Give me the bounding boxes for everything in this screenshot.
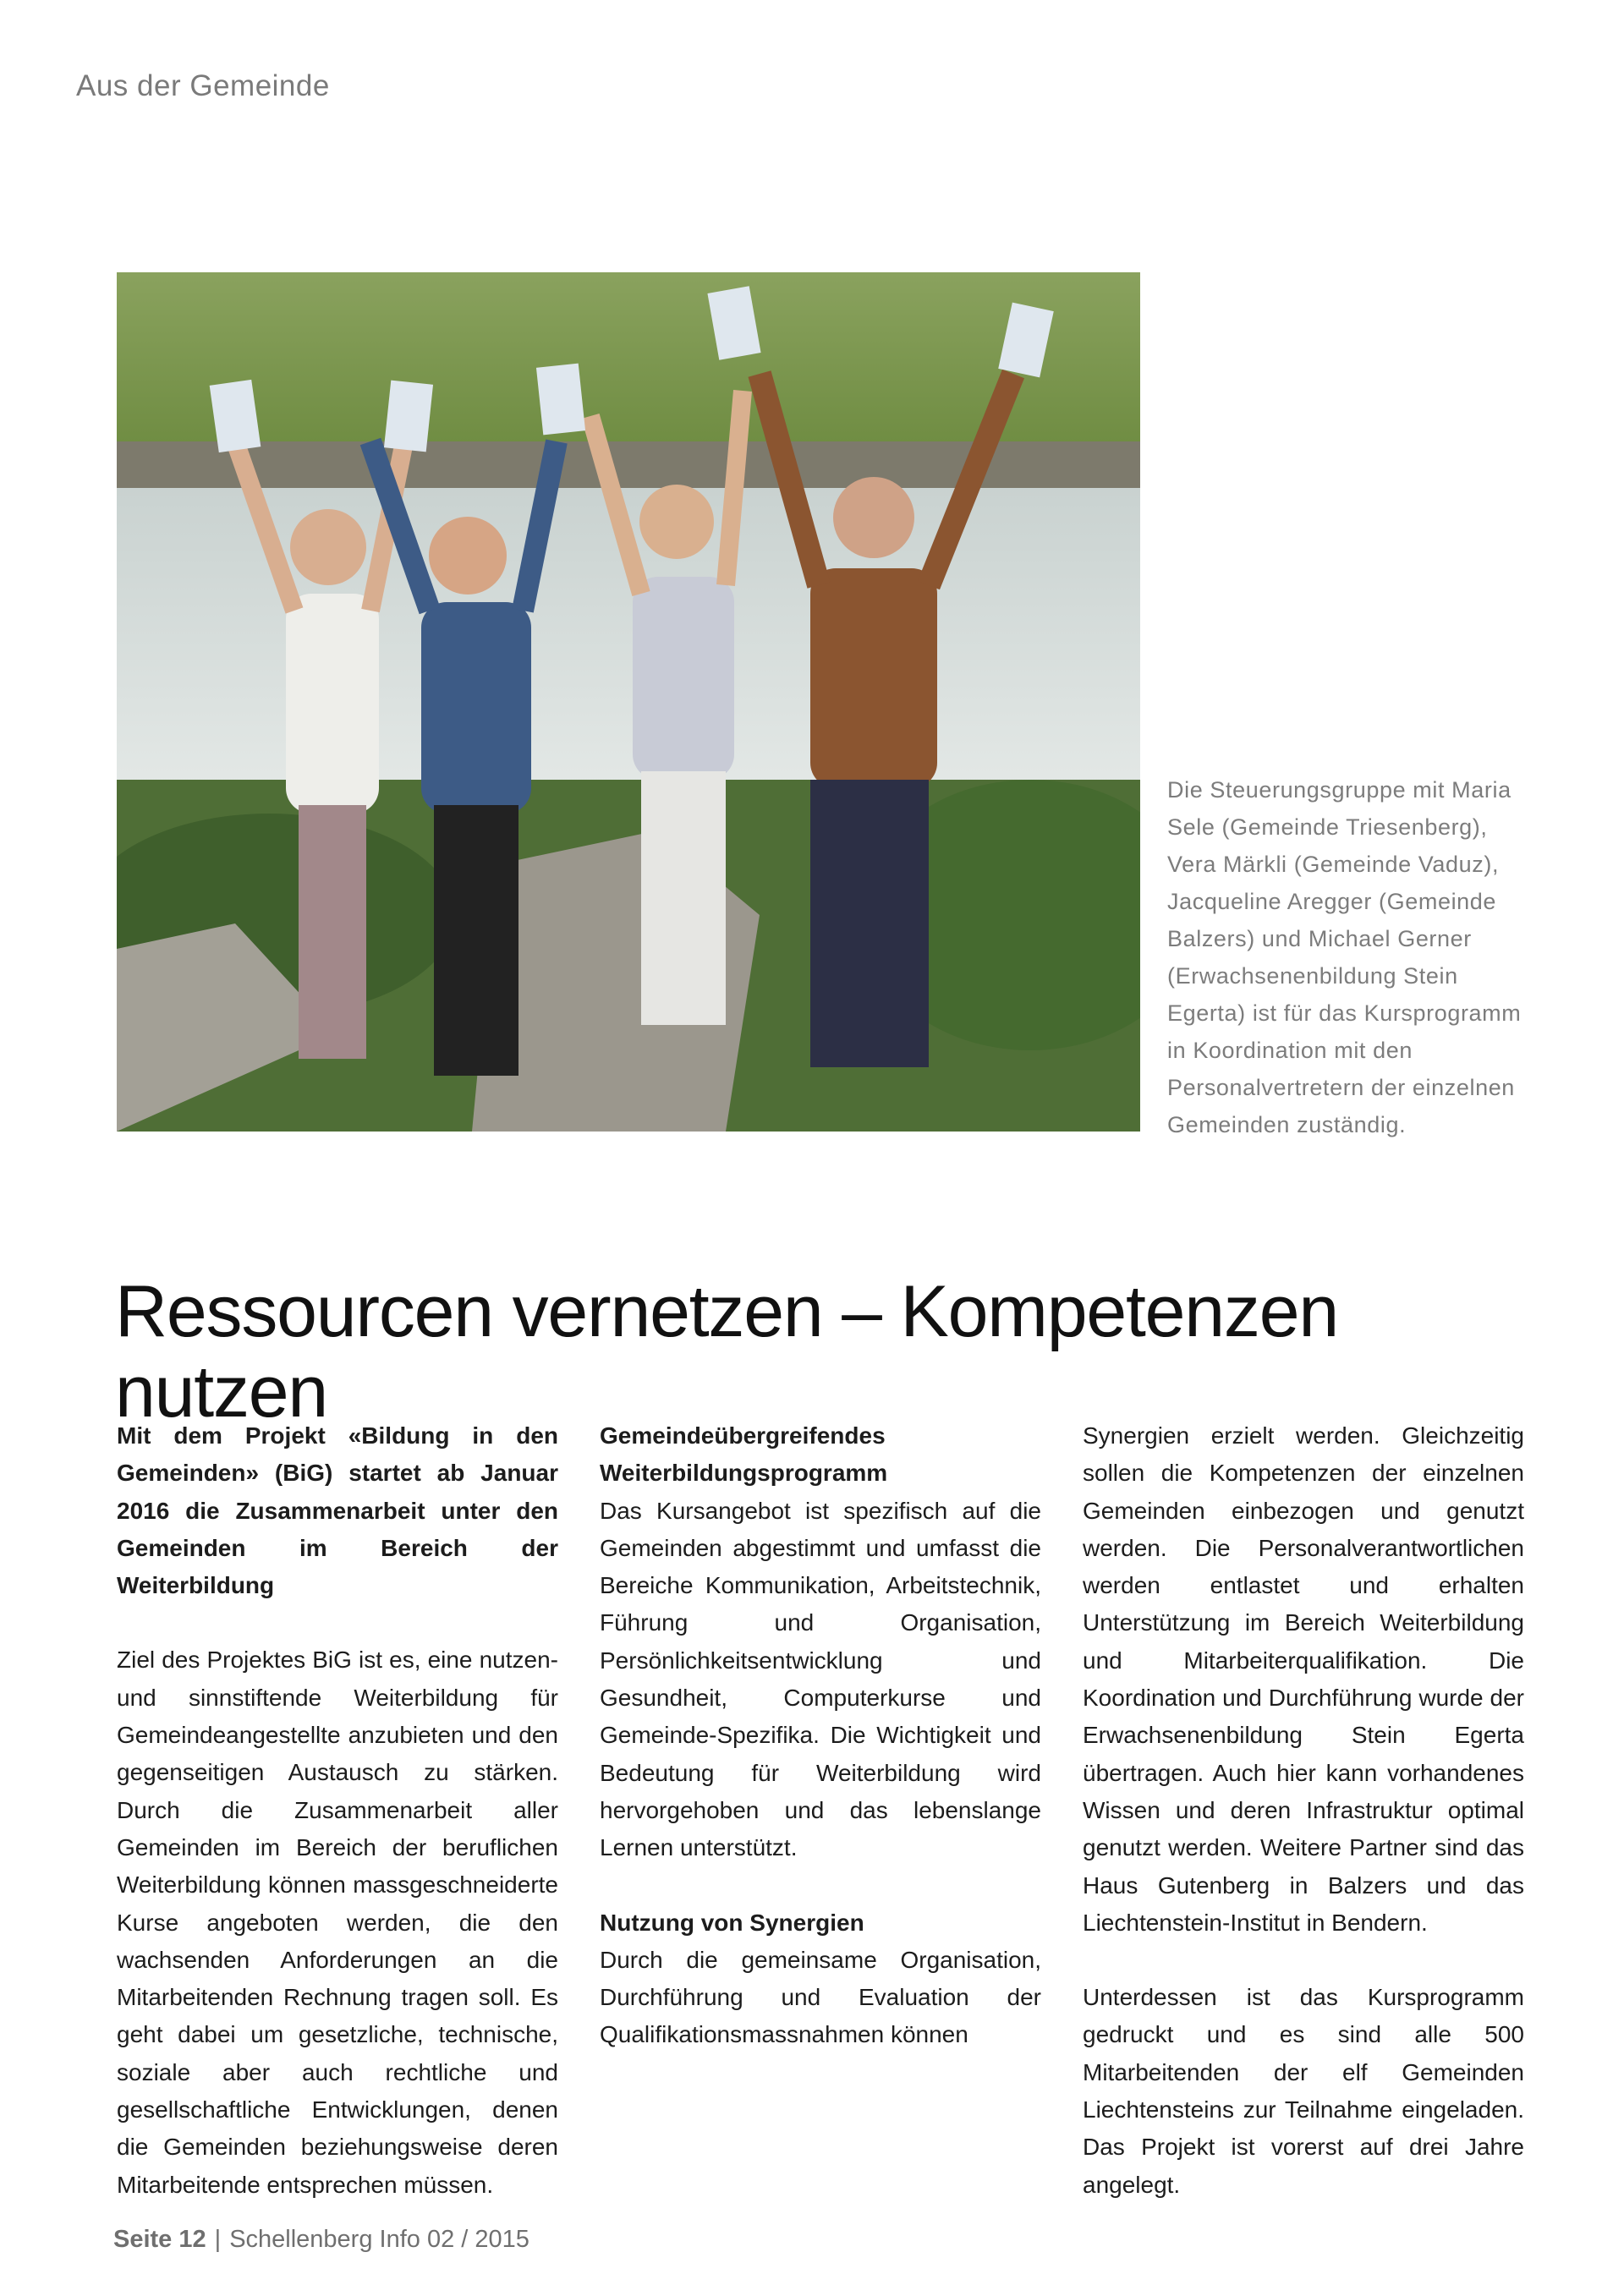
- page-number: Seite 12: [113, 2226, 206, 2253]
- article-column-2: [600, 1417, 1041, 2054]
- article-paragraph-4: Unterdessen ist das Kursprogramm gedruckt und es sind alle 500 Mitarbeitenden der elf Gemeinden Liechtensteins zur Teilnahme eingeladen. Das Projekt ist vorerst auf drei Jahre angelegt.: [1083, 1984, 1524, 2198]
- article-title: Ressourcen vernetzen – Kompetenzen nutzen: [115, 1271, 1338, 1433]
- article-paragraph-3-continued: Synergien erzielt werden. Gleichzeitig sollen die Kompetenzen der einzelnen Gemeinden einbezogen und genutzt werden. Die Personalverantwortlichen werden entlastet und erhalten Unterstützung im Bereich Weiterbildung und Mitarbeiterqualifikation. Die Koordination und Durchführung wurde der Erwachsenenbildung Stein Egerta übertragen. Auch hier kann vorhandenes Wissen und deren Infrastruktur optimal genutzt werden. Weitere Partner sind das Haus Gutenberg in Balzers und das Liechtenstein-Institut in Bendern.: [1083, 1422, 1524, 1936]
- page-footer: [113, 2226, 529, 2254]
- article-subheading-2: Nutzung von Synergien: [600, 1909, 864, 1936]
- photo-illustration: [117, 272, 1140, 1132]
- article-column-3: [1083, 1417, 1524, 2204]
- section-label: Aus der Gemeinde: [76, 69, 330, 102]
- article-subheading-1: Gemeindeübergreifendes Weiterbildungsprogramm: [600, 1422, 888, 1487]
- footer-separator: |: [214, 2226, 222, 2253]
- publication-name: Schellenberg Info 02 / 2015: [229, 2226, 529, 2253]
- photo-caption: Die Steuerungsgruppe mit Maria Sele (Gemeinde Triesenberg), Vera Märkli (Gemeinde Vaduz), Jacqueline Aregger (Gemeinde Balzers) und Michael Gerner (Erwachsenenbildung Stein Egerta) ist für das Kursprogramm in Koordination mit den Personalvertretern der einzelnen Gemeinden zuständig.: [1167, 777, 1522, 1137]
- article-lead: Mit dem Projekt «Bildung in den Gemeinden» (BiG) startet ab Januar 2016 die Zusammenarbeit unter den Gemeinden im Bereich der Weiterbildung: [117, 1422, 558, 1599]
- group-photo: [117, 272, 1140, 1132]
- article-paragraph-1: Ziel des Projektes BiG ist es, eine nutzen- und sinnstiftende Weiterbildung für Gemeindeangestellte anzubieten und den gegenseitigen Austausch zu stärken. Durch die Zusammenarbeit aller Gemeinden im Bereich der beruflichen Weiterbildung können massgeschneiderte Kurse angeboten werden, die den wachsenden Anforderungen an die Mitarbeitenden Rechnung tragen soll. Es geht dabei um gesetzliche, technische, soziale aber auch rechtliche und gesellschaftliche Entwicklungen, denen die Gemeinden beziehungsweise deren Mitarbeitende entsprechen müssen.: [117, 1647, 558, 2198]
- article-column-1: [117, 1417, 558, 2204]
- article-paragraph-2: Das Kursangebot ist spezifisch auf die Gemeinden abgestimmt und umfasst die Bereiche Kommunikation, Arbeitstechnik, Führung und Organisation, Persönlichkeitsentwicklung und Gesundheit, Computerkurse und Gemeinde-Spezifika. Die Wichtigkeit und Bedeutung für Weiterbildung wird hervorgehoben und das lebenslange Lernen unterstützt.: [600, 1497, 1041, 1861]
- article-paragraph-3: Durch die gemeinsame Organisation, Durchführung und Evaluation der Qualifikationsmassnahmen können: [600, 1946, 1041, 2048]
